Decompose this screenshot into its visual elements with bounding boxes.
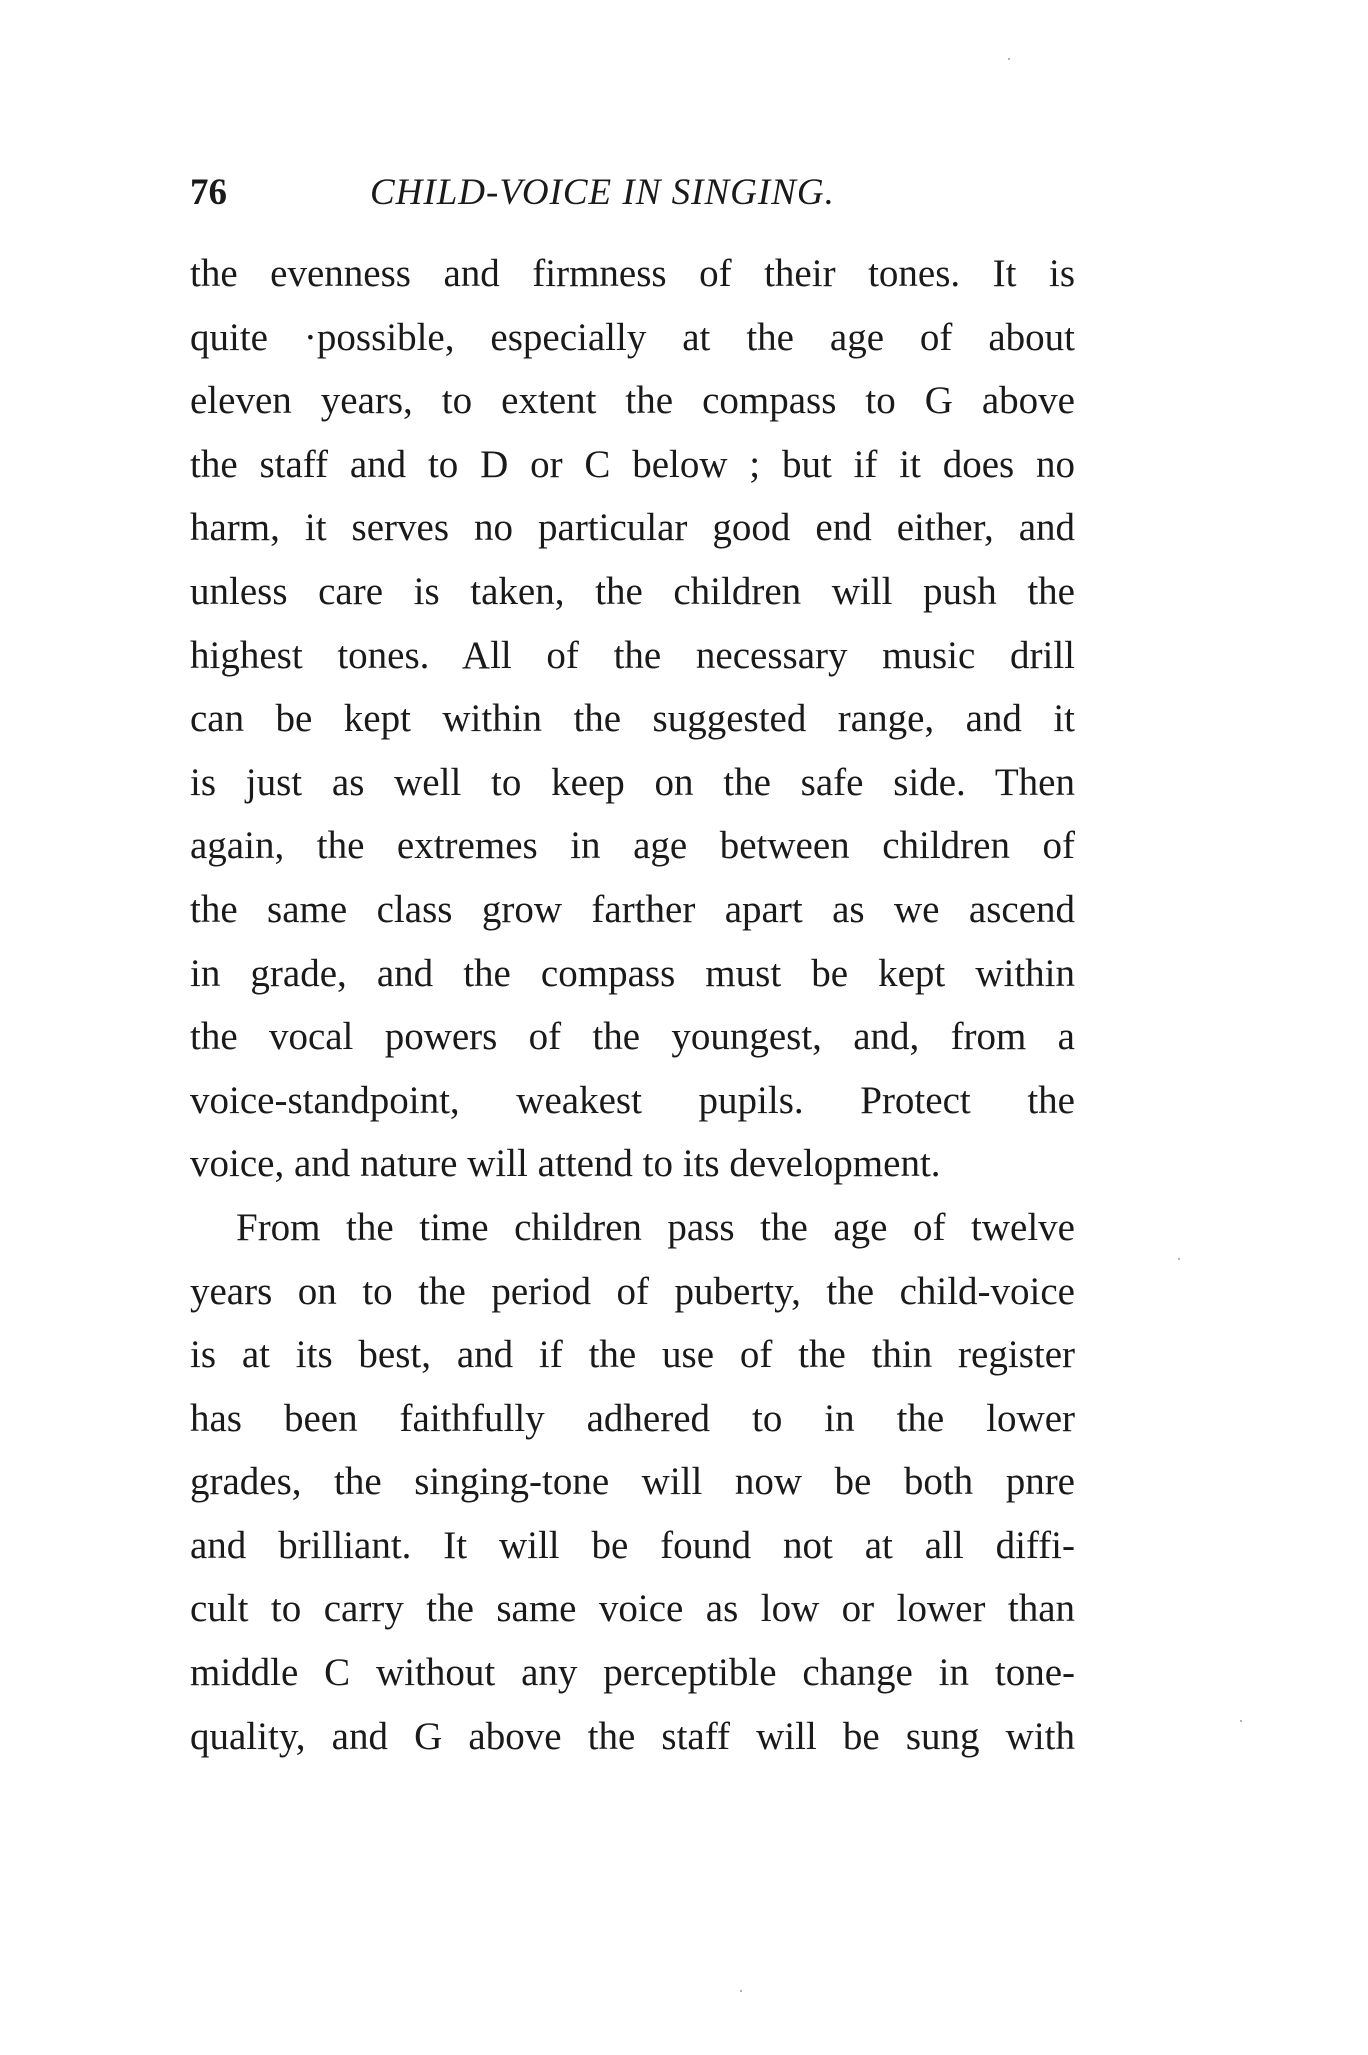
text-line: grades, the singing-tone will now be both pnre (190, 1460, 1075, 1504)
text-line: can be kept within the suggested range, and it (190, 697, 1075, 741)
text-line: is at its best, and if the use of the thin register (190, 1333, 1075, 1377)
text-line: middle C without any perceptible change in tone- (190, 1651, 1075, 1695)
text-line: quite ·possible, especially at the age of about (190, 315, 1075, 359)
running-title: CHILD-VOICE IN SINGING. (370, 172, 835, 213)
text-line: highest tones. All of the necessary music drill (190, 633, 1075, 677)
text-line: quality, and G above the staff will be sung with (190, 1714, 1075, 1758)
text-line: voice, and nature will attend to its development. (190, 1142, 941, 1186)
text-line: the evenness and firmness of their tones. It is (190, 252, 1075, 295)
text-line: in grade, and the compass must be kept within (190, 951, 1075, 995)
text-line: the vocal powers of the youngest, and, from a (190, 1015, 1075, 1059)
scan-speck (1008, 58, 1010, 60)
text-line: the staff and to D or C below ; but if it does no (190, 442, 1075, 486)
text-line: the same class grow farther apart as we ascend (190, 887, 1075, 931)
text-line: again, the extremes in age between children of (190, 824, 1075, 868)
paragraph (190, 1196, 1075, 1768)
scan-speck (740, 1990, 742, 1992)
text-line: unless care is taken, the children will push the (190, 569, 1075, 613)
text-line: eleven years, to extent the compass to G above (190, 379, 1075, 423)
text-line: and brilliant. It will be found not at all diffi- (190, 1523, 1075, 1567)
body-text (190, 242, 1075, 1768)
text-line: cult to carry the same voice as low or lower than (190, 1587, 1075, 1631)
running-head (190, 168, 1090, 218)
text-line: years on to the period of puberty, the child-voice (190, 1269, 1075, 1313)
scan-speck (1178, 1258, 1180, 1260)
text-line: has been faithfully adhered to in the lower (190, 1396, 1075, 1440)
text-line: harm, it serves no particular good end either, and (190, 506, 1075, 550)
text-line: is just as well to keep on the safe side. Then (190, 760, 1075, 804)
scan-speck (1240, 1720, 1242, 1722)
page-number: 76 (190, 172, 227, 213)
text-line: From the time children pass the age of twelve (236, 1205, 1075, 1249)
text-line: voice-standpoint, weakest pupils. Protect the (190, 1078, 1075, 1122)
paragraph (190, 242, 1075, 1196)
